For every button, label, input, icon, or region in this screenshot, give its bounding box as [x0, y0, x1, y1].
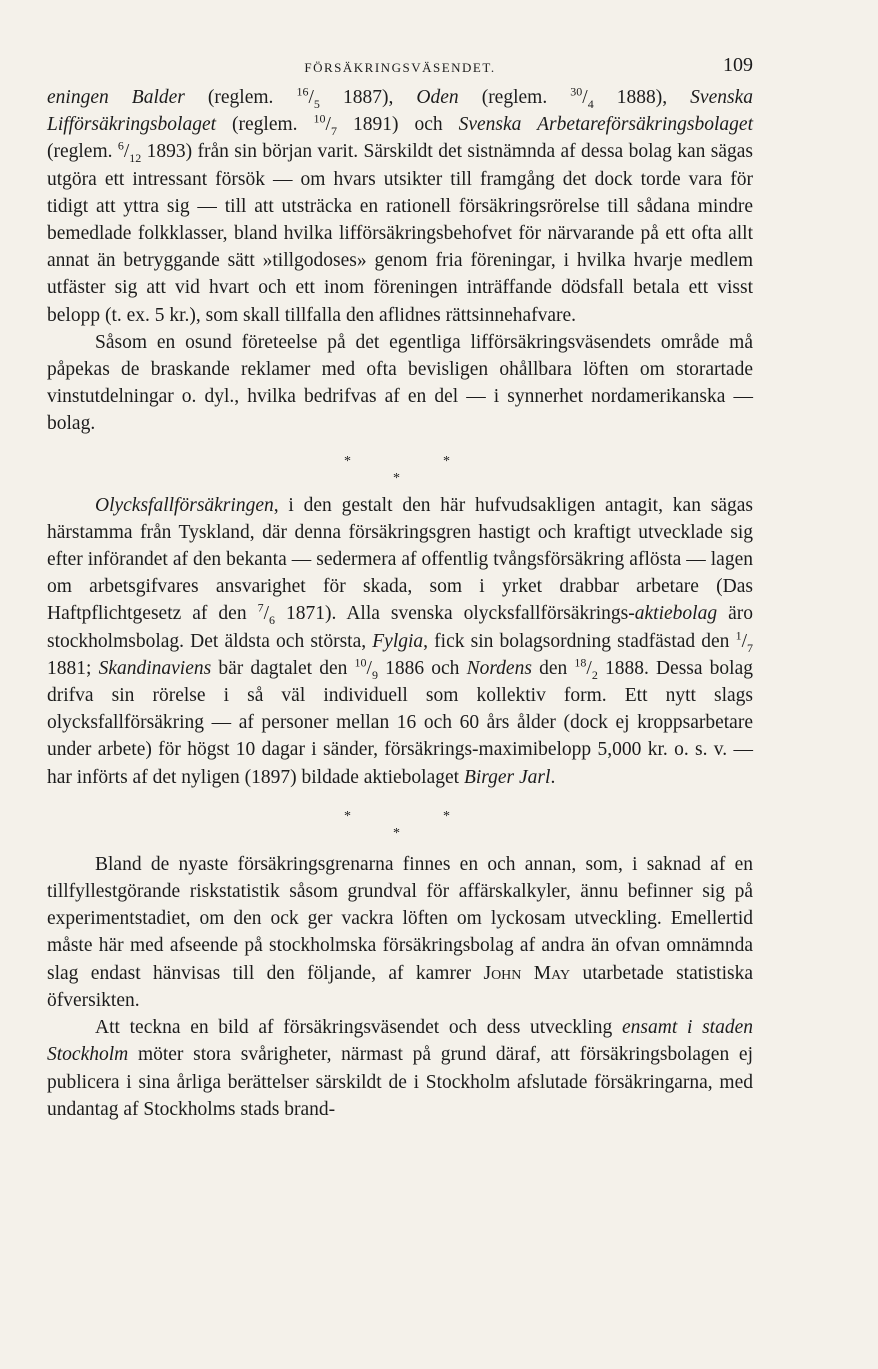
date-day: 16: [296, 84, 309, 99]
date-month: 12: [129, 151, 142, 166]
page-header: [47, 54, 753, 84]
separator-star: *: [443, 808, 450, 824]
date-month: 6: [269, 613, 276, 628]
date-day: 1: [735, 628, 742, 643]
date-day: 6: [117, 138, 124, 153]
date-day: 7: [257, 600, 264, 615]
text-run: Att teckna en bild af försäkringsväsendet och dess utveckling: [95, 1017, 623, 1039]
italic-text: Birger Jarl: [463, 766, 551, 788]
text-run: , i den gestalt den här hufvudsakligen antagit, kan sägas härstamma från Tyskland, där denna försäkringsgren hastigt och kraftigt utvecklade sig efter införandet af den bekanta — sedermera af offentlig tvångsförsäkring aflösta — lagen om arbetsgifvares ansvarighet för skada, som i yrket drabbar arbetare (Das Haftpflichtgesetz af den: [47, 494, 753, 625]
italic-text: eningen Balder: [47, 87, 185, 108]
date-month: 7: [746, 640, 753, 655]
text-run: 1888. Dessa bolag drifva sin rörelse i så väl individuell som kollektiv form. Ett nytt slags olycksfallförsäkring — af personer mellan 16 och 60 års ålder (dock ej kroppsarbetare under arbete) för högst 10 dagar i sänder, försäkrings-maximibelopp 5,000 kr. o. s. v. — har införts af det nyligen (1897) bildade aktiebolaget: [47, 657, 754, 788]
body-text: [47, 84, 753, 1123]
text-run: (reglem.: [458, 87, 571, 108]
text-run: den: [531, 657, 575, 679]
italic-text: Svenska Arbetareförsäkringsbolaget: [458, 114, 754, 136]
date-month: 7: [330, 124, 337, 139]
author-name: John May: [483, 962, 571, 984]
date-day: 10: [354, 655, 367, 670]
text-run: (reglem.: [184, 87, 297, 108]
text-run: utarbetade statistiska öfversikten.: [47, 962, 753, 1011]
paragraph-5: [47, 1014, 753, 1123]
separator-star: *: [344, 453, 351, 469]
section-separator: [47, 791, 753, 851]
text-run: , fick sin bolagsordning stadfästad den: [423, 630, 736, 652]
date-month: 2: [591, 667, 598, 682]
italic-text: Oden: [416, 87, 459, 108]
italic-text: Svenska Lifförsäkringsbolaget: [47, 87, 753, 136]
text-run: 1871). Alla svenska olycksfallförsäkrings-: [275, 603, 635, 625]
separator-star: *: [393, 825, 400, 841]
page-number: 109: [723, 54, 753, 76]
paragraph-4: [47, 851, 753, 1014]
text-run: .: [550, 766, 556, 788]
italic-text: Skandinaviens: [98, 657, 212, 679]
text-run: 1881;: [47, 657, 99, 679]
text-run: (reglem.: [216, 114, 314, 136]
separator-star: *: [443, 453, 450, 469]
italic-text: ensamt i staden Stockholm: [47, 1017, 753, 1066]
separator-star: *: [344, 808, 351, 824]
text-run: 1891) och: [336, 114, 459, 136]
text-run: äro stockholmsbolag. Det äldsta och största,: [47, 603, 753, 652]
text-run: 1888),: [593, 87, 691, 108]
date-day: 10: [313, 111, 326, 126]
text-run: möter stora svårigheter, närmast på grund däraf, att försäkringsbolagen ej publicera i sina årliga berättelser särskildt de i Stockholm afslutade försäkringarna, med undantag af Stockholms stads brand-: [47, 1044, 753, 1120]
italic-text: Nordens: [466, 657, 532, 679]
text-run: Bland de nyaste försäkringsgrenarna finnes en och annan, som, i saknad af en tillfyllestgörande riskstatistik såsom grundval för affärskalkyler, ännu befinner sig på experimentstadiet, om den ock ger vackra löften om lyckosam utveckling. Emellertid måste här med afseende på stockholmska försäkringsbolag af andra än ofvan omnämnda slag endast hänvisas till den följande, af kamrer: [47, 853, 753, 984]
text-run: 1886 och: [377, 657, 467, 679]
paragraph-1: eningen Balder (reglem. $^{16}/_5$ 1887), Oden (reglem. $^{30}/_4$ 1888), Svenska Lifförsäkringsbolaget (reglem. $^{10}/_7$ 1891) och Svenska Arbetareförsäkringsbolaget (reglem. $^6/_{12}$ 1893) från sin början varit. Särskildt det sistnämnda af dessa bolag kan sägas utgöra ett intressant försök — om hvars utsikter till framgång det dock torde vara för tidigt att yttra sig — till att utsträcka en rationell försäkringsrörelse till sådana mindre bemedlade folkklasser, bland hvilka lifförsäkringsbehofvet för närvarande på ett ofta allt annat än betryggande sätt »tillgodoses» genom fria föreningar, i hvilka hvarje medlem utfäster sig att vid hvart och ett inom föreningen inträffande dödsfall betala ett visst belopp (t. ex. 5 kr.), som skall tillfalla den aflidnes rättsinnehafvare.: [47, 84, 754, 326]
paragraph-2: Såsom en osund företeelse på det egentliga lifförsäkringsväsendets område må påpekas de braskande reklamer med ofta bevisligen ohållbara löften om storartade vinstutdelningar o. dyl., hvilka bedrifvas af en del — i synnerhet nordamerikanska — bolag.: [47, 331, 753, 435]
text-run: (reglem.: [47, 141, 118, 163]
text-run: bär dagtalet den: [211, 657, 355, 679]
text-run: 1893) från sin början varit. Särskildt det sistnämnda af dessa bolag kan sägas utgöra ett intressant försök — om hvars utsikter till framgång det dock torde vara för tidigt att yttra sig — till att utsträcka en rationell försäkringsrörelse till sådana mindre bemedlade folkklasser, bland hvilka lifförsäkringsbehofvet för närvarande på ett ofta allt annat än betryggande sätt »tillgodoses» genom fria föreningar, i hvilka hvarje medlem utfäster sig att vid hvart och ett inom föreningen inträffande dödsfall betala ett visst belopp (t. ex. 5 kr.), som skall tillfalla den aflidnes rättsinnehafvare.: [47, 141, 753, 326]
italic-text: aktiebolag: [634, 603, 718, 625]
paragraph-3: Olycksfallförsäkringen, i den gestalt den här hufvudsakligen antagit, kan sägas härstamma från Tyskland, där denna försäkringsgren hastigt och kraftigt utvecklade sig efter införandet af den bekanta — sedermera af offentlig tvångsförsäkring aflösta — lagen om arbetsgifvares ansvarighet för skada, som i yrket drabbar arbetare (Das Haftpflichtgesetz af den $^7/_6$ 1871). Alla svenska olycksfallförsäkrings-aktiebolag äro stockholmsbolag. Det äldsta och största, Fylgia, fick sin bolagsordning stadfästad den $^1/_7$ 1881; Skandinaviens bär dagtalet den $^{10}/_9$ 1886 och Nordens den $^{18}/_2$ 1888. Dessa bolag drifva sin rörelse i så väl individuell som kollektiv form. Ett nytt slags olycksfallförsäkring — af personer mellan 16 och 60 års ålder (dock ej kroppsarbetare under arbete) för högst 10 dagar i sänder, försäkrings-maximibelopp 5,000 kr. o. s. v. — har införts af det nyligen (1897) bildade aktiebolaget Birger Jarl.: [47, 494, 754, 788]
text-run: 1887),: [319, 87, 417, 108]
date-month: 5: [313, 96, 320, 111]
running-title: FÖRSÄKRINGSVÄSENDET.: [304, 60, 496, 75]
date-day: 30: [570, 84, 583, 99]
date-month: 4: [587, 96, 594, 111]
italic-text: Fylgia: [372, 630, 424, 652]
date-month: 9: [371, 667, 378, 682]
date-day: 18: [574, 655, 587, 670]
italic-text: Olycksfallförsäkringen: [95, 494, 274, 516]
separator-star: *: [393, 470, 400, 486]
page: [47, 54, 753, 1123]
section-separator: [47, 438, 753, 492]
